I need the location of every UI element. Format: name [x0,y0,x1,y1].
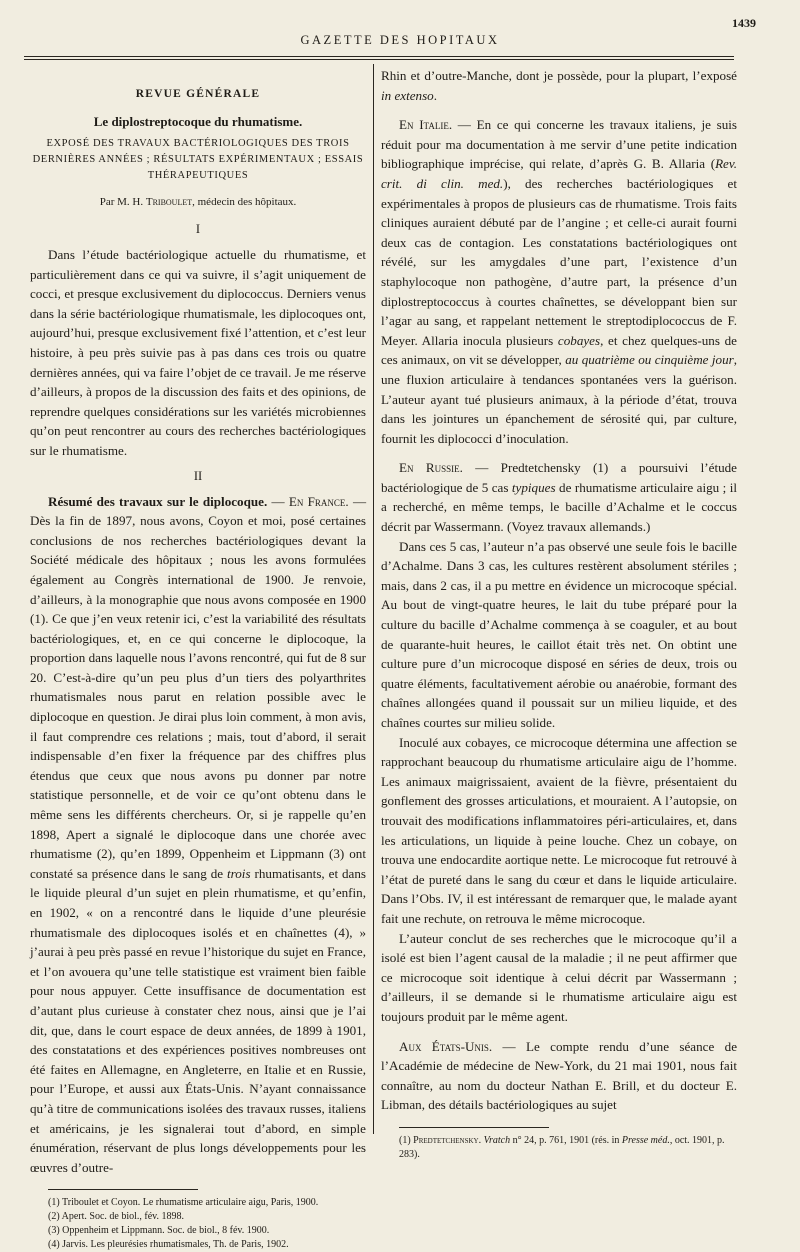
author-suffix: , médecin des hôpitaux. [192,196,297,208]
fn-presse: Presse méd. [621,1134,670,1146]
russia-typiques: typiques [511,479,556,495]
continuation-italic: in extenso [381,87,434,103]
continuation-end: . [433,87,438,103]
paragraph-intro: Dans l’étude bactériologique actuelle du rhumatisme, et particulièrement dans ce qui va suivre, il s’agit uniquement de cocci, et presque exclusivement du diplococcus. Derniers venus dans la série bactériologique rhumatismale, les diplocoques ont, aujourd’hui, presque exclusivement fixé l’attention, et c’est leur histoire, à peu près suivie pas à pas dans ces trois ou quatre dernières années, qui va faire l’objet de ce travail. Je me réserve d’ailleurs, à propos de la discussion des faits et des opinions, de reprendre quelques considérations sur les variétés microbiennes qu’on peut rencontrer au cours des recherches bactériologiques sur le rhumatisme. [30,247,366,458]
france-italic: trois [227,865,251,881]
france-text-cont: rhumatisants, et dans le liquide pleural d’un sujet en plein rhumatisme, et qu’enfin, en 1902, « on a rencontré dans le liquide d’une pleurésie rhumatismale des diplocoques isolés et en chaînettes (4), » j’aurai à peu près passé en revue l’historique du sujet en France, et l’on avouera qu’une telle statistique est vraiment bien faible pour nous appuyer. Cette insuffisance de documentation est d’autant plus curieuse à constater chez nous, ainsi que je l’ai dit, que, dans le court espace de deux années, de 1899 à 1901, des constatations et des expériences positives nombreuses ont été faites en Allemagne, en Angleterre, en Italie et en Russie, pour l’Europe, et aussi aux États-Unis. N’ayant connaissance qu’à titre de communications isolées des travaux russes, italiens et américains, je les signalerai tout d’abord, en simple énumération, réservant de plus longs développements pour les œuvres d’outre- [30,865,367,1175]
footnote-1: (1) Triboulet et Coyon. Le rhumatisme articulaire aigu, Paris, 1900. [48,1197,319,1209]
italy-text-1: . — En ce qui concerne les travaux italiens, je suis réduit pour ma documentation à me servir d’une petite indication bibliographique imprécise, qui relate, d’après G. B. Allaria ( [381,117,737,172]
author-name: Triboulet [145,196,193,208]
russia-text-1: . — Predtetchensky (1) a poursuivi l’étude bactériologique de 5 cas [381,460,737,495]
column-separator [373,64,374,1134]
author-prefix: Par M. H. [99,196,144,208]
article-subtitle: EXPOSÉ DES TRAVAUX BACTÉRIOLOGIQUES DES TROIS DERNIÈRES ANNÉES ; RÉSULTATS EXPÉRIMENTAUX ; ESSAIS THÉRAPEUTIQUES [32,138,364,181]
fn-journal: Vratch [483,1134,511,1146]
left-column [30,80,366,1252]
france-text: — Dès la fin de 1897, nous avons, Coyon et moi, posé certaines conclusions de nos recherches bactériologiques devant la Société médicale des hôpitaux ; nous les avons formulées également au Congrès international de 1900. Je renvoie, d’ailleurs, à la monographie que nous avons composée en 1900 (1). Ce que j’en veux retenir ici, c’est la variabilité des résultats bactériologiques, et, en ce qui concerne le diplocoque, la proportion dans laquelle nous l’avons rencontré, qui fut de 8 sur 20. C’est-à-dire qu’un peu plus d’un tiers des polyarthrites rhumatismales nous parut en relation possible avec le diplocoque en question. Je dirai plus loin comment, à mon avis, il faut comprendre ces relations ; mais, tout d’abord, il serait indispensable d’en fixer la fréquence par des chiffres plus étendus que ceux que nous avons pu donner par notre statistique personnelle, et de voir ce qu’ont obtenu dans le même sens les différents chercheurs. Or, si je rappelle qu’en 1898, Apert a signalé le diplocoque dans une chorée avec rhumatisme (2), qu’en 1899, Oppenheim et Lippmann (3) ont constaté sa présence dans le sang de [30,493,367,881]
paragraph-italy [381,115,737,448]
fn-author: (1) Predtetchensky. [399,1134,482,1146]
paragraph-continuation [381,66,737,105]
paragraph-russia-3: Inoculé aux cobayes, ce microcoque détermina une affection se rapprochant beaucoup du rhumatisme articulaire aigu de l’homme. Les animaux maigrissaient, avaient de la fièvre, présentaient du gonflement des grosses articulations, et mouraient. A l’autopsie, on trouvait des modifications inflammatoires péri-articulaires, et, dans les articulations, un liquide à peine louche. Chez un cobaye, on trouva une endocardite aortique nette. Le microcoque fut retrouvé à l’état de pureté dans le sang du cœur et dans le liquide articulaire. Dans l’Obs. IV, il est intéressant de remarquer que, le malade ayant fait une rechute, on retrouva le même microcoque. [381,734,737,926]
footnote-4: (4) Jarvis. Les pleurésies rhumatismales, Th. de Paris, 1902. [48,1239,289,1251]
country-italy: En Italie [399,117,449,133]
spacer [381,1027,737,1037]
right-column [381,66,737,1162]
footnote-rule-right [399,1127,549,1128]
rubric: REVUE GÉNÉRALE [135,88,261,100]
section-numeral-2: II [193,468,203,483]
italy-cobayes: cobayes [557,332,601,348]
russia-text-2: de rhumatisme articulaire aigu ; il a recherché, en même temps, le bacille d’Achalme et le coccus décrit par Wassermann. (Voyez travaux allemands.) [381,479,737,535]
page-number: 1439 [732,16,756,30]
header-rule [24,56,734,57]
paragraph-usa [381,1037,737,1115]
country-france: En France [288,493,346,509]
country-usa: Aux États-Unis [399,1038,489,1054]
italy-text-3: , et chez quelques-uns de ces animaux, on vit se développer, [381,332,737,368]
section-numeral-1: I [195,222,201,236]
continuation-text: Rhin et d’outre-Manche, dont je possède, pour la plupart, l’exposé [381,68,737,83]
usa-text: . — Le compte rendu d’une séance de l’Académie de médecine de New-York, du 21 mai 1901, nous fait connaître, au nom du docteur Nathan E. Brill, et du docteur E. Libman, des détails bactériologiques au sujet [381,1038,737,1113]
section-heading: Résumé des travaux sur le diplocoque. [48,493,268,509]
fn-end: , oct. 1901, p. 283). [399,1134,725,1160]
footnote-right [381,1134,737,1162]
italy-italic: au quatrième ou cinquième jour [565,352,734,368]
footnote-2: (2) Apert. Soc. de biol., fév. 1898. [48,1211,184,1223]
header-rule-thin [24,59,734,60]
spacer [381,105,737,115]
spacer [381,448,737,458]
fn-details: n° 24, p. 761, 1901 (rés. in [512,1134,620,1146]
paragraph-russia [381,458,737,536]
paragraph-russia-2: Dans ces 5 cas, l’auteur n’a pas observé une seule fois le bacille d’Achalme. Dans 3 cas, les cultures restèrent absolument stériles ; mais, dans 2 cas, il a pu mettre en évidence un microcoque spécial. Au bout de vingt-quatre heures, le lait du tube préparé pour la culture du bacille d’Achalme commença à se coaguler, et au bout de quarante-huit heures, le caillot était très net. On obtint une culture pure d’un microcoque disposé en séries de deux, trois ou quatre éléments, facultativement aérobie ou anaérobie, formant des chaînes allongées quand il poussait sur un milieu liquide, et des chaînes courtes sur milieu solide. [381,538,737,730]
author-line [30,196,366,208]
italy-text-4: , une fluxion articulaire à tendances spontanées vers la guérison. L’auteur ayant tué plusieurs animaux, à la période d’état, trouva dans les jointures un épanchement de sérosité qui, par culture, fournit les diplococci d’inoculation. [381,352,738,446]
italy-text-2: ), des recherches bactériologiques et expérimentales à propos de plusieurs cas de rhumatisme. Trois faits cliniques auraient débuté par de l’angine ; et celle-ci aurait fourni deux cas de contagion. Les constatations bactériologiques ont révélé, sur les amygdales d’une part, l’existence d’un staphylocoque non pathogène, d’autre part, la présence d’un diplostreptococcus à courtes chaînettes, se développant bien sur l’agar au sang, et rappelant nettement le streptodiplococcus de F. Meyer. Allaria inocula plusieurs [381,175,737,348]
article-title: Le diplostreptocoque du rhumatisme. [93,114,303,129]
footnote-rule [48,1189,198,1190]
paragraph-france: Résumé des travaux sur le diplocoque. — En France. — Dès la fin de 1897, nous avons, Coyon et moi, posé certaines conclusions de nos recherches bactériologiques devant la Société médicale des hôpitaux ; nous les avons formulées également au Congrès international de 1900. Je renvoie, d’ailleurs, à la monographie que nous avons composée en 1900 (1). Ce que j’en veux retenir ici, c’est la variabilité des résultats bactériologiques, et, en ce qui concerne le diplocoque, la proportion dans laquelle nous l’avons rencontré, qui fut de 8 sur 20. C’est-à-dire qu’un peu plus d’un tiers des polyarthrites rhumatismales nous parut en relation possible avec le diplocoque en question. Je dirai plus loin comment, à mon avis, il faut comprendre ces relations ; mais, tout d’abord, il serait indispensable d’en fixer la fréquence par des chiffres plus étendus que ceux que nous avons pu donner par notre statistique personnelle, et de voir ce qu’ont obtenu dans le même sens les différents chercheurs. Or, si je rappelle qu’en 1898, Apert a signalé le diplocoque dans une chorée avec rhumatisme (2), qu’en 1899, Oppenheim et Lippmann (3) ont constaté sa présence dans le sang de trois rhumatisants, et dans le liquide pleural d’un sujet en plein rhumatisme, et qu’enfin, en 1902, « on a rencontré dans le liquide d’une pleurésie rhumatismale des diplocoques isolés et en chaînettes (4), » j’aurai à peu près passé en revue l’historique du sujet en France, et l’on avouera qu’une telle statistique est vraiment bien faible pour nous appuyer. Cette insuffisance de documentation est d’autant plus curieuse à constater chez nous, ainsi que je l’ai dit, que, dans le court espace de deux années, de 1899 à 1901, des constatations et des expériences positives nombreuses ont été faites en Allemagne, en Angleterre, en Italie et en Russie, pour l’Europe, et aussi aux États-Unis. N’ayant connaissance qu’à titre de communications isolées des travaux russes, italiens et américains, je les signalerai tout d’abord, en simple énumération, réservant de plus longs développements pour les œuvres d’outre- [30,493,367,1175]
italy-ref: Rev. crit. di clin. med. [381,156,737,191]
paragraph-russia-4: L’auteur conclut de ses recherches que le microcoque qu’il a isolé est bien l’agent causal de la maladie ; il ne peut affirmer que ce microcoque soit identique à celui décrit par Wassermann ; d’ailleurs, il se demande si le rhumatisme articulaire aigu est toujours produit par le même agent. [381,930,737,1024]
footnote-3: (3) Oppenheim et Lippmann. Soc. de biol., 8 fév. 1900. [48,1225,270,1237]
running-title: GAZETTE DES HOPITAUX [300,33,500,47]
country-russia: En Russie [399,460,460,476]
